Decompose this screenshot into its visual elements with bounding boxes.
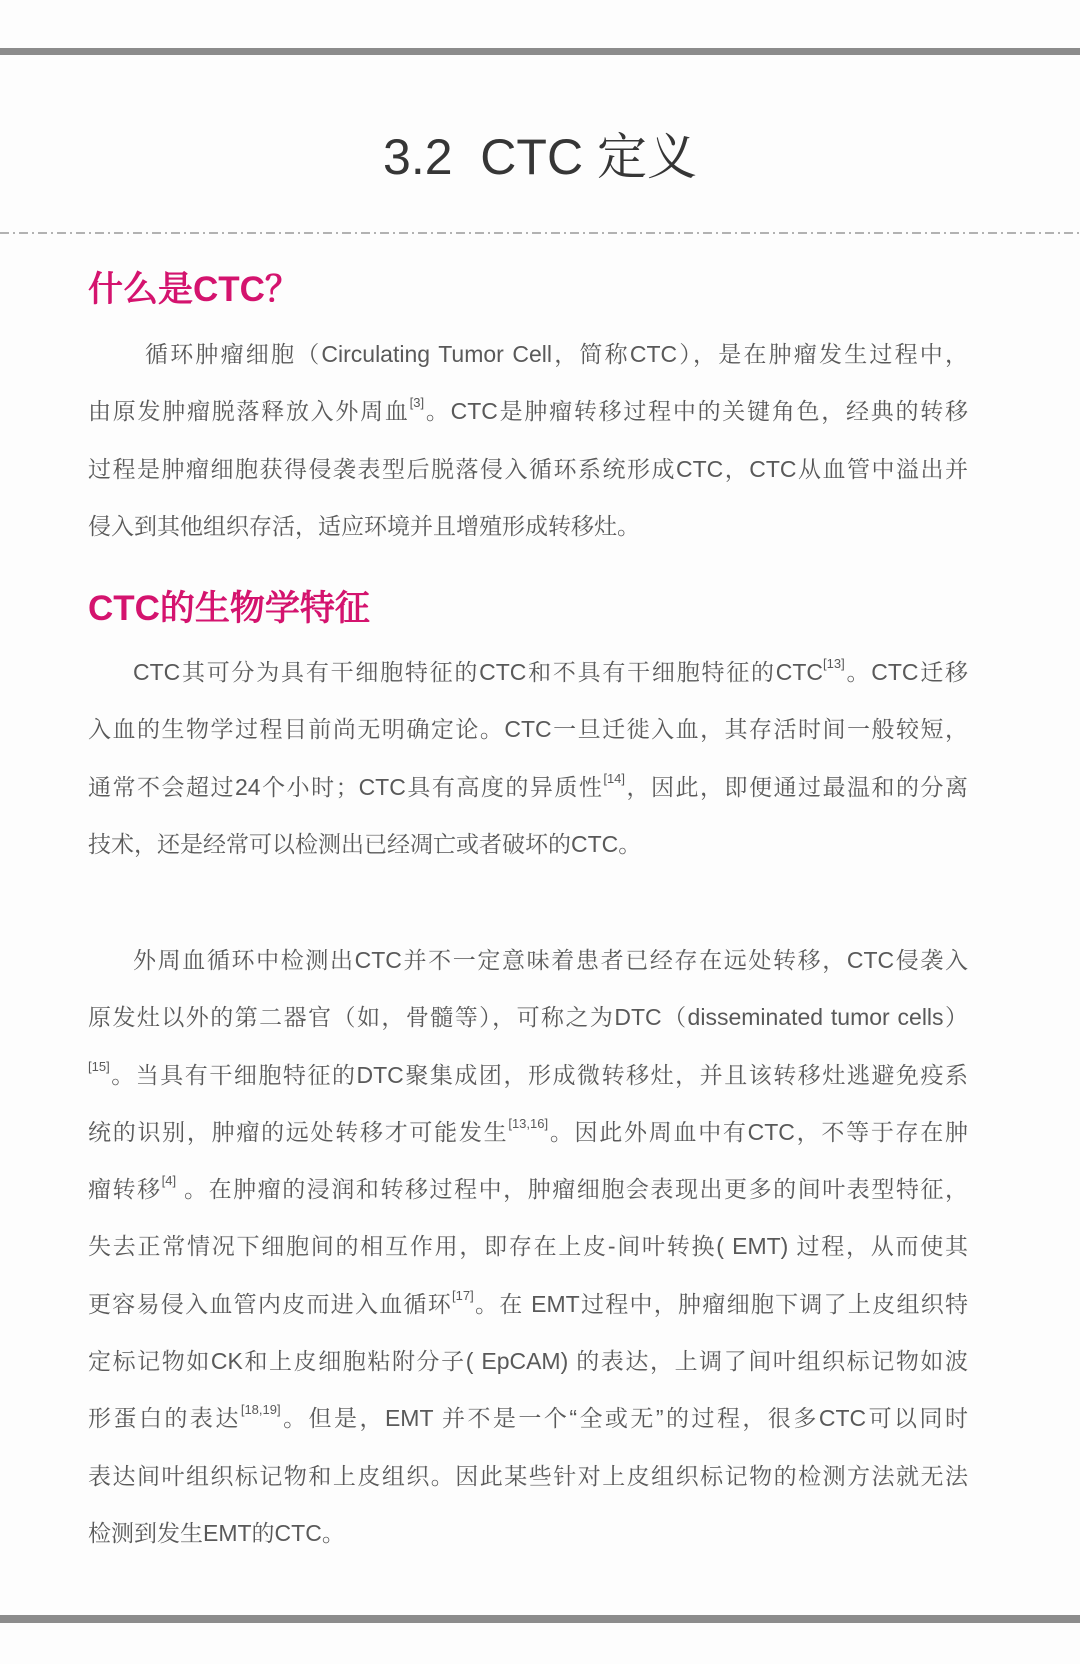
text-segment: 过程是肿瘤细胞获得侵袭表型后脱落侵入循环系统形成CTC，CTC从血管中溢出并	[88, 455, 968, 482]
text-segment: 。CTC迁移	[844, 659, 968, 685]
text-line	[88, 1505, 968, 1562]
text-segment: 表达间叶组织标记物和上皮组织。因此某些针对上皮组织标记物的检测方法就无法	[88, 1462, 968, 1489]
text-segment: 通常不会超过24个小时；CTC具有高度的异质性	[88, 773, 604, 800]
citation-superscript: [4]	[161, 1173, 177, 1189]
text-line	[88, 383, 968, 440]
citation-superscript: [14]	[603, 770, 626, 786]
text-segment: 循环肿瘤细胞（Circulating Tumor Cell，简称CTC），是在肿瘤发生过程中，	[145, 341, 968, 367]
text-segment: 更容易侵入血管内皮而进入血循环	[88, 1290, 453, 1317]
text-segment: 定标记物如CK和上皮细胞粘附分子( EpCAM) 的表达，上调了间叶组织标记物如波	[88, 1348, 968, 1375]
text-line	[88, 701, 968, 758]
text-line	[88, 816, 968, 873]
text-segment: 技术，还是经常可以检测出已经凋亡或者破坏的CTC。	[88, 830, 642, 857]
text-segment: 原发灶以外的第二器官（如，骨髓等），可称之为DTC（disseminated tumor cells）	[88, 1004, 968, 1031]
text-segment: 失去正常情况下细胞间的相互作用，即存在上皮-间叶转换( EMT) 过程，从而使其	[88, 1233, 968, 1260]
text-line	[88, 1047, 968, 1104]
bottom-rule-bar	[0, 1615, 1080, 1623]
text-segment: 入血的生物学过程目前尚无明确定论。CTC一旦迁徙入血，其存活时间一般较短，	[88, 716, 968, 743]
top-rule-bar	[0, 48, 1080, 55]
text-line	[88, 1448, 968, 1505]
text-line	[88, 1276, 968, 1333]
text-line	[88, 989, 968, 1046]
paragraph-ctc-biology	[88, 644, 968, 873]
text-segment: 。因此外周血中有CTC，不等于存在肿	[548, 1118, 968, 1145]
citation-superscript: [17]	[452, 1287, 474, 1303]
paragraph-ctc-dtc-emt	[88, 932, 968, 1562]
heading-what-is-ctc: 什么是CTC？	[88, 270, 300, 309]
heading-ctc-biology: CTC的生物学特征	[88, 589, 370, 628]
text-line	[88, 759, 968, 816]
text-line	[88, 1390, 968, 1447]
text-line	[88, 1333, 968, 1390]
text-segment: 形蛋白的表达	[88, 1405, 241, 1432]
text-line	[88, 441, 968, 498]
page-title: 3.2 CTC 定义	[383, 129, 697, 185]
text-line	[88, 932, 968, 989]
text-segment: 由原发肿瘤脱落释放入外周血	[88, 398, 410, 425]
text-segment: 。在 EMT过程中，肿瘤细胞下调了上皮组织特	[473, 1290, 968, 1317]
text-segment: 。但是，EMT 并不是一个“全或无”的过程，很多CTC可以同时	[280, 1405, 968, 1432]
text-segment: ，因此，即便通过最温和的分离	[625, 773, 968, 800]
citation-superscript: [13]	[823, 656, 845, 672]
text-line	[88, 1104, 968, 1161]
text-segment: 。当具有干细胞特征的DTC聚集成团，形成微转移灶，并且该转移灶逃避免疫系	[109, 1061, 968, 1088]
text-line	[88, 326, 968, 383]
citation-superscript: [15]	[88, 1058, 110, 1074]
text-segment: 。CTC是肿瘤转移过程中的关键角色，经典的转移	[424, 398, 968, 425]
text-line	[88, 498, 968, 555]
text-line	[88, 644, 968, 701]
text-segment: 瘤转移	[88, 1176, 162, 1203]
text-segment: 外周血循环中检测出CTC并不一定意味着患者已经存在远处转移，CTC侵袭入	[133, 947, 968, 973]
citation-superscript: [13,16]	[508, 1115, 549, 1131]
text-segment: 统的识别，肿瘤的远处转移才可能发生	[88, 1118, 509, 1145]
text-segment: 。在肿瘤的浸润和转移过程中，肿瘤细胞会表现出更多的间叶表型特征，	[176, 1176, 968, 1203]
citation-superscript: [18,19]	[240, 1402, 281, 1418]
text-segment: 检测到发生EMT的CTC。	[88, 1519, 345, 1546]
text-line	[88, 1161, 968, 1218]
citation-superscript: [3]	[409, 395, 425, 411]
paragraph-ctc-definition	[88, 326, 968, 555]
text-segment: CTC其可分为具有干细胞特征的CTC和不具有干细胞特征的CTC	[133, 659, 823, 685]
text-segment: 侵入到其他组织存活，适应环境并且增殖形成转移灶。	[88, 512, 640, 539]
section-divider	[0, 228, 1080, 238]
text-line	[88, 1218, 968, 1275]
